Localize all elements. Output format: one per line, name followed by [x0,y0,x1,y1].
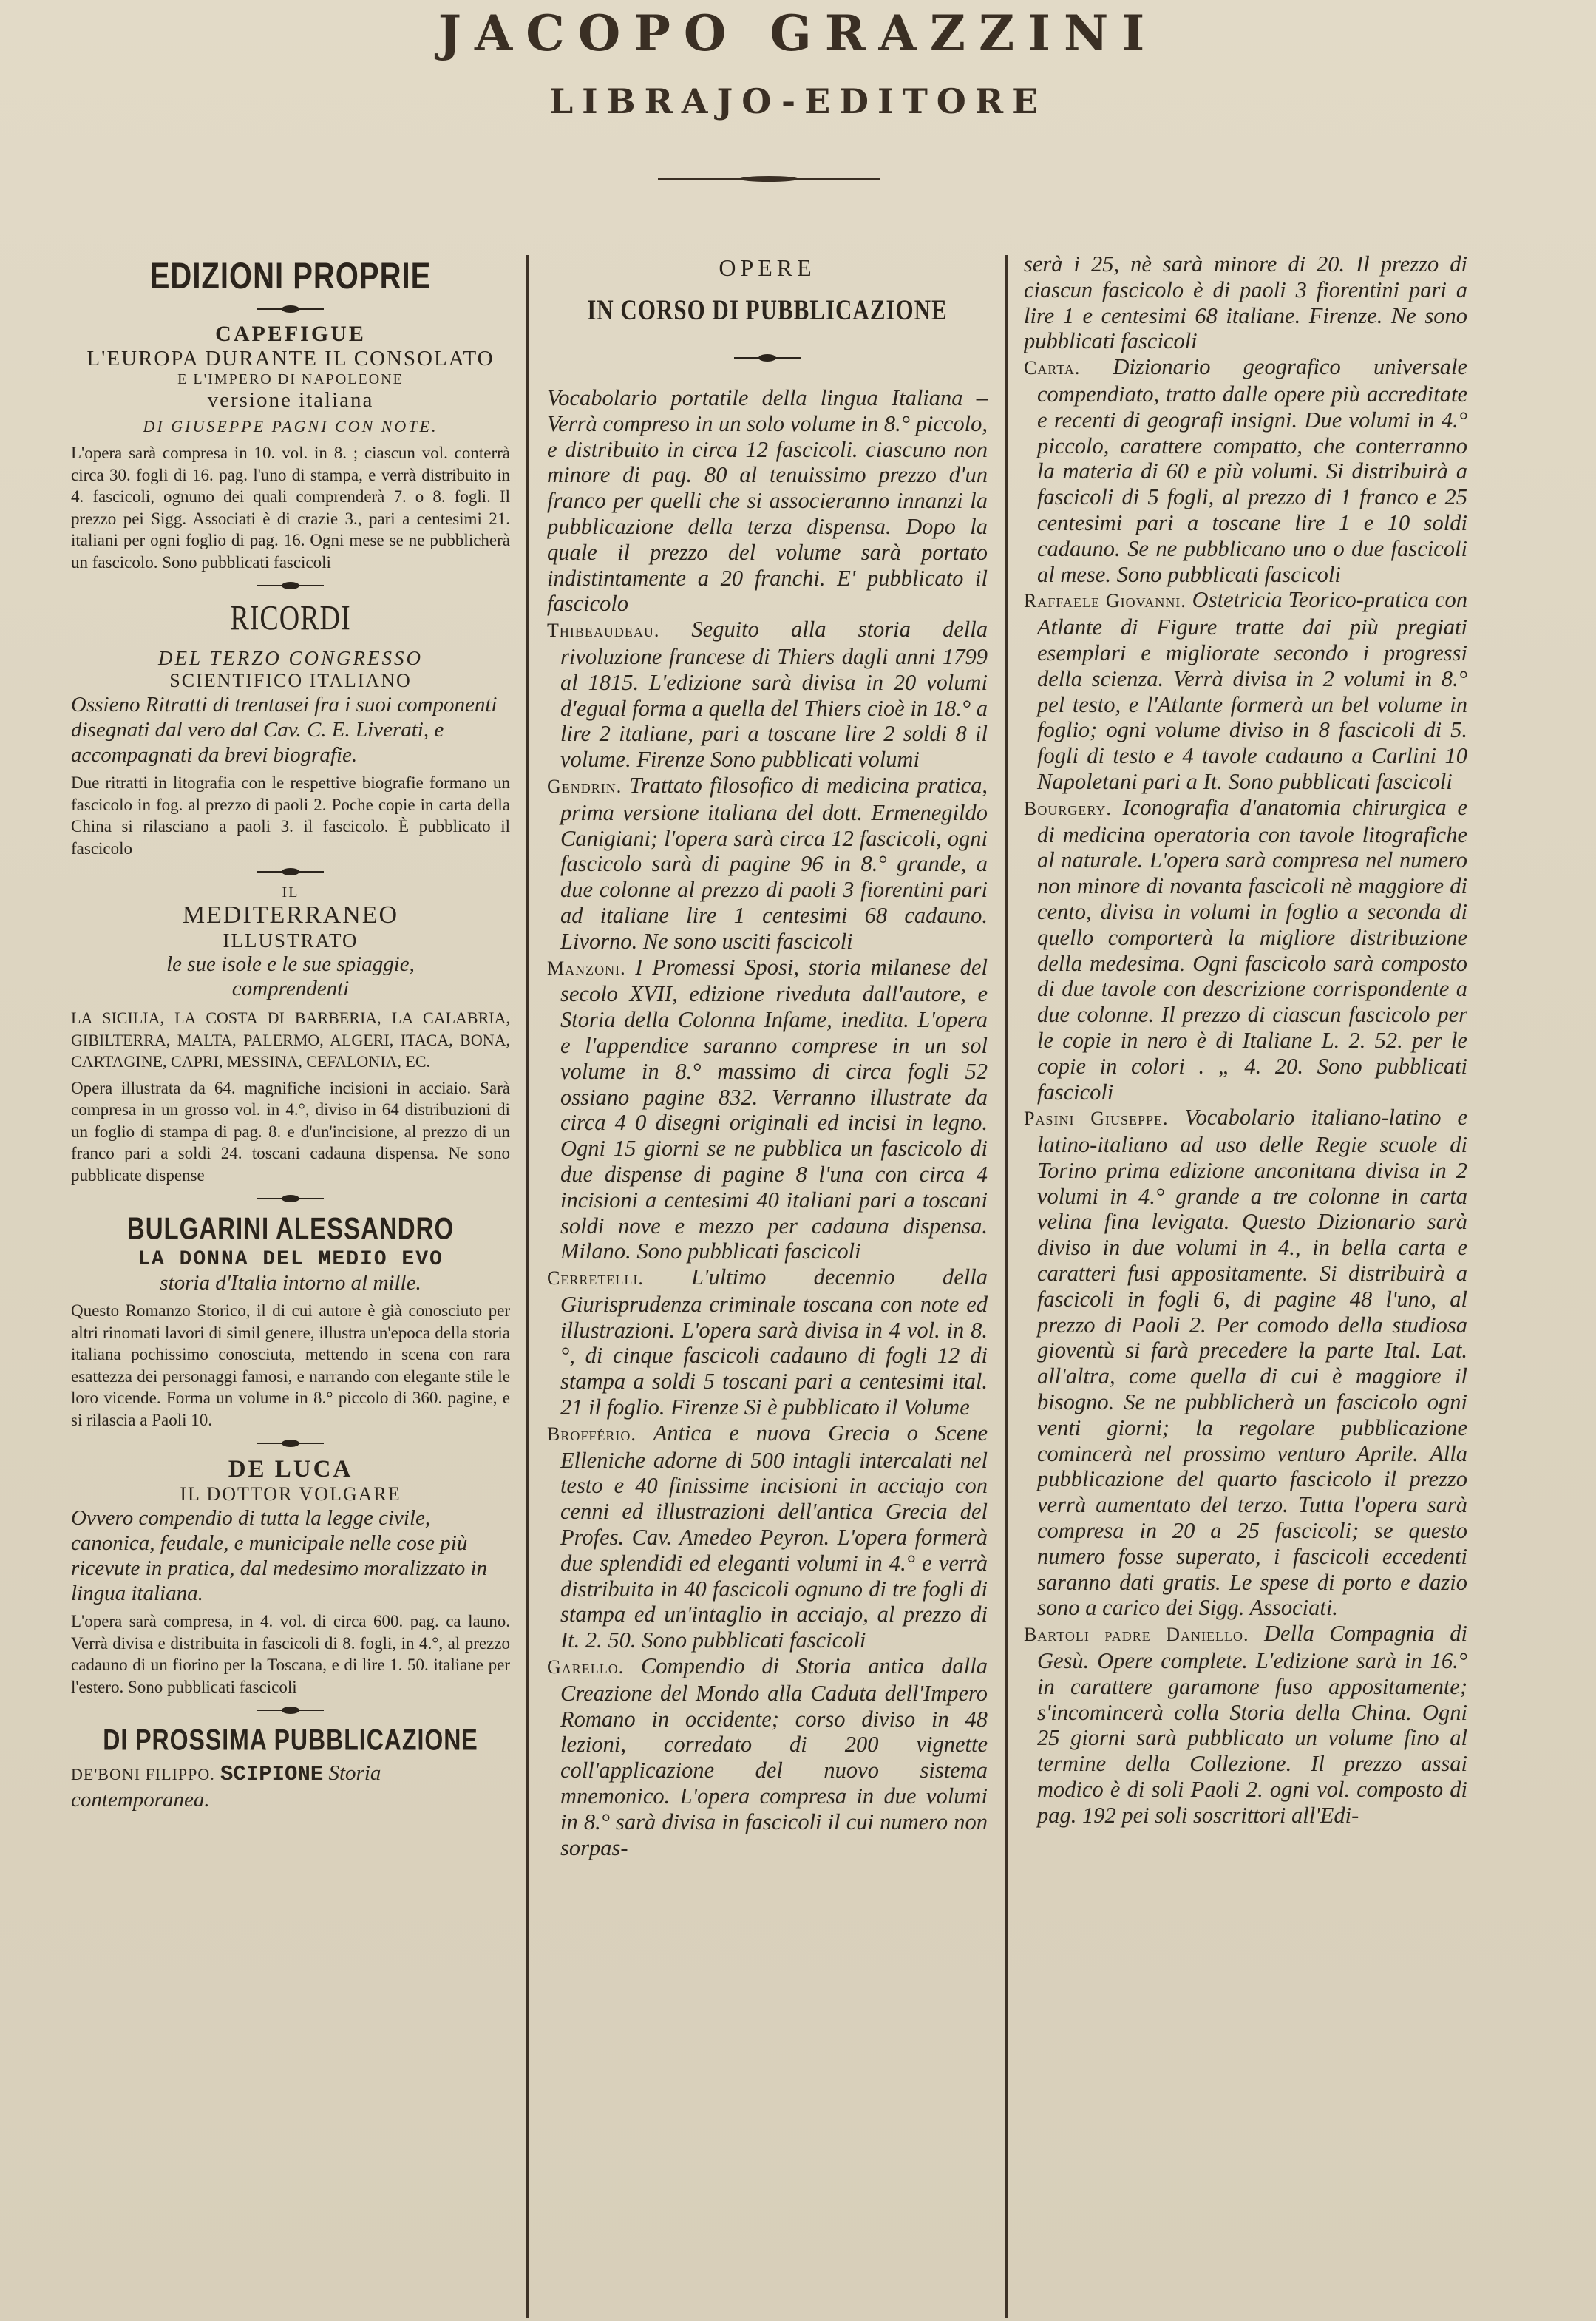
opera-description: serà i 25, nè sarà minore di 20. Il prezzo di ciascun fascicolo è di paoli 3 fiorentini pari a lire 1 e centesimi 68 italiane. Firenze. Ne sono pubblicati fascicoli [1024,251,1467,354]
prossima-entry [71,1761,510,1812]
opera-author: Bourgery. [1024,797,1123,819]
ornament-divider [257,304,324,314]
opera-entry [547,773,988,955]
ricordi-line1: DEL TERZO CONGRESSO [157,647,424,669]
opera-description: Della Compagnia di Gesù. Opere complete. L'edizione sarà in 16.° in carattere garamone fuso appositamente; s'incomincerà colla Storia della China. Ogni 25 giorni sarà pubblicato un volume fino al termine della Collezione. Il prezzo assai modico è di soli Paoli 2. ogni vol. composto di pag. 192 pei soli soscrittori all'Edi- [1037,1621,1467,1828]
ricordi-title: RICORDI [230,599,351,638]
opere-entries [547,385,988,1860]
ricordi-subtitle: Ossieno Ritratti di trentasei fra i suoi componenti disegnati dal vero dal Cav. C. E. Liverati, e accompagnati da brevi biografie. [71,693,498,767]
opera-description: Dizionario geografico universale compendiato, tratto dalle opere più accreditate e recenti di geografi insigni. Due volumi in 4.° piccolo, carattere compatto, che conterranno la materia di 60 e più volumi. Si distribuirà a fascicoli di 5 fogli, al prezzo di 1 franco e 25 centesimi pari a toscane lire 1 e 10 soldi cadauno. Se ne pubblicano uno o due fascicoli al mese. Sono pubblicati fascicoli [1037,354,1467,587]
mediterraneo-body: Opera illustrata da 64. magnifiche incisioni in acciaio. Sarà compresa in un grosso vol. in 4.°, diviso in 64 distribuzioni di un foglio di stampa di pag. 8. e d'un'incisione, al prezzo di un franco pari a soldi 24. toscani cadauna dispensa. Ne sono pubblicate dispense [71,1078,510,1185]
opera-entry [1024,587,1467,794]
opere-subtitle: IN CORSO DI PUBBLICAZIONE [587,294,948,326]
ornament-divider [257,1193,324,1204]
ornament-divider [257,867,324,877]
opera-entry [1024,795,1467,1105]
opera-author: Broffério. [547,1423,653,1445]
column-opere-in-corso [547,251,988,2318]
opera-entry [547,385,988,617]
opera-author: Cerretelli. [547,1267,691,1290]
capefigue-title: L'EUROPA DURANTE IL CONSOLATO [86,347,495,370]
bulgarini-author: BULGARINI ALESSANDRO [126,1211,455,1246]
publisher-name: JACOPO GRAZZINI [438,4,1158,62]
opera-entry [547,617,988,773]
mediterraneo-illustrato: ILLUSTRATO [223,929,359,952]
mediterraneo-comprendenti: comprendenti [231,977,350,1000]
prossima-title: DI PROSSIMA PUBBLICAZIONE [103,1723,478,1756]
capefigue-title-3: versione italiana [207,388,374,412]
opera-author: Bartoli padre Daniello. [1024,1624,1264,1646]
ornament-divider [257,1438,324,1448]
opera-description: Trattato filosofico di medicina pratica, prima versione italiana del dott. Ermenegildo Canigiani; l'opera sarà circa 12 fascicoli, ogni fascicolo sarà di pagine 96 in 8.° grande, a due colonne al prezzo di paoli 3 fiorentini pari ad italiane lire 1 centesimi 68 cadauno. Livorno. Ne sono usciti fascicoli [560,772,988,954]
opera-description: Seguito alla storia della rivoluzione francese di Thiers dagli anni 1799 al 1815. L'edizione sarà divisa in 20 volumi d'egual forma a quella del Thiers cioè in 18.° a lire 2 italiane, pari a toscane lire 2 soldi 8 il volume. Firenze Sono pubblicati volumi [560,617,988,773]
opera-description: I Promessi Sposi, storia milanese del secolo XVII, edizione riveduta dall'autore, e Storia della Colonna Infame, inedita. L'opera e l'appendice saranno comprese in un sol volume in 8.° massimo di circa fogli 52 ossiano pagine 832. Verranno illustrate da circa 4 0 disegni originali ed incisi in legno. Ogni 15 giorni se ne pubblica un fascicolo di due dispense di pagine 8 l'una con circa 4 incisioni a centesimi 40 italiani pari a toscani soldi nove e mezzo per cadauna dispensa. Milano. Sono pubblicati fascicoli [560,954,988,1264]
deluca-body: L'opera sarà compresa, in 4. vol. di circa 600. pag. ca launo. Verrà divisa e distribuita in fascicoli di 8. fogli, in 4.°, al prezzo cadauno di un fiorino per la Toscana, e di lire 1. 50. italiane per l'estero. Sono pubblicati fascicoli [71,1612,510,1696]
opera-entry [547,1653,988,1860]
opera-description: Vocabolario portatile della lingua Italiana – Verrà compreso in un solo volume in 8.° piccolo, e distribuito in circa 12 fascicoli. ciascuno non minore di pag. 80 al tenuissimo prezzo d'un franco per quelli che si associeranno innanzi la pubblicazione della terza dispensa. Dopo la quale il prezzo del volume sarà portato indistintamente a 20 franchi. E' pubblicato il fascicolo [547,385,988,617]
ornament-divider [257,1705,324,1715]
opere-title: OPERE [719,254,816,281]
opera-entry [1024,354,1467,587]
mediterraneo-places: LA SICILIA, LA COSTA DI BARBERIA, LA CALABRIA, GIBILTERRA, MALTA, PALERMO, ALGERI, ITACA, BONA, CARTAGINE, CAPRI, MESSINA, CEFALONIA, EC. [71,1009,510,1071]
ornament-divider [257,580,324,591]
capefigue-translator: DI GIUSEPPE PAGNI CON NOTE. [143,417,438,436]
bulgarini-body: Questo Romanzo Storico, il di cui autore è già conosciuto per altri rinomati lavori di simil genere, illustra un'epoca della storia italiana pochissimo conosciuta, mettendo in scena con rara esattezza dei personaggi famosi, e narrando con elegante stile le loro vicende. Forma un volume in 8.° piccolo di 360. pagine, e si rilascia a Paoli 10. [71,1301,510,1429]
column-rule-2 [1005,255,1008,2318]
capefigue-title-2: E L'IMPERO DI NAPOLEONE [177,371,404,387]
opera-entry [1024,1621,1467,1828]
opera-author: Raffaele Giovanni. [1024,590,1192,612]
opera-entry [1024,1105,1467,1621]
opera-entry [547,1420,988,1653]
opera-description: Antica e nuova Grecia o Scene Elleniche adorne di 500 intagli intercalati nel testo e 40 finissime incisioni in acciajo con cenni ed illustrazioni dell'antica Grecia del Profes. Cav. Amedeo Peyron. L'opera formerà due splendidi ed eleganti volumi in 4.° e verrà distribuita in 40 fascicoli ognuno di tre fogli di stampa ed un'intaglio in acciajo, al prezzo di It. 2. 50. Sono pubblicati fascicoli [560,1420,988,1653]
column-rule-1 [526,255,529,2318]
opera-author: Manzoni. [547,957,636,979]
bulgarini-title: LA DONNA DEL MEDIO EVO [137,1248,444,1271]
column-edizioni-proprie [71,251,510,2318]
opera-description: Iconografia d'anatomia chirurgica e di medicina operatoria con tavole litografiche al naturale. L'opera sarà compresa nel numero non minore di novanta fascicoli nè maggiore di cento, divisa in volumi in foglio a seconda di quello comporterà la migliore distribuzione della medesima. Ogni fascicolo sarà composto di due tavole con descrizione corrispondente a due colonne. Il prezzo di ciascun fascicolo per le copie in nero è di Italiane L. 2. 52. per le copie in colori . „ 4. 20. Sono pubblicati fascicoli [1037,794,1467,1105]
column-opere-continued [1024,251,1467,2318]
deluca-subtitle: Ovvero compendio di tutta la legge civile, canonica, feudale, e municipale nelle cose più ricevute in pratica, dal medesimo moralizzato in lingua italiana. [71,1506,488,1605]
opera-author: Carta. [1024,357,1113,379]
publisher-subtitle: LIBRAJO-EDITORE [549,81,1047,121]
mediterraneo-isole: le sue isole e le sue spiaggie, [166,952,415,976]
prossima-author: DE'BONI FILIPPO. [71,1765,215,1783]
opera-author: Garello. [547,1656,641,1678]
opera-description: Compendio di Storia antica dalla Creazione del Mondo alla Caduta dell'Impero Romano in occidente; corso diviso in 48 lezioni, corredato di 200 vignette coll'applicazione del nuovo sistema mnemonico. L'opera compresa in due volumi in 8.° sarà divisa in fascicoli il cui numero non sorpas- [560,1653,988,1860]
prossima-rest: Storia contemporanea. [71,1761,381,1812]
prossima-work: SCIPIONE [220,1762,324,1786]
opera-description: L'ultimo decennio della Giurisprudenza criminale toscana con note ed illustrazioni. L'opera sarà divisa in 4 vol. in 8.°, di cinque fascicoli cadauno di fogli 12 di stampa a soldi 5 toscani pari a centesimi ital. 21 il foglio. Firenze Si è pubblicato il Volume [560,1264,988,1420]
opera-entry [547,955,988,1265]
opera-entry [547,1264,988,1420]
opera-entry [1024,251,1467,354]
opera-author: Gendrin. [547,775,630,797]
opera-description: Vocabolario italiano-latino e latino-italiano ad uso delle Regie scuole di Torino prima edizione anconitana divisa in 2 volumi in 4.° grande a tre colonne in carta velina fina levigata. Questo Dizionario sarà diviso in due volumi in 4., in bella carta e caratteri fusi appositamente. Si distribuirà a fascicoli in fogli 6, di pagine 48 l'uno, al prezzo di Paoli 2. Per comodo della studiosa gioventù si farà precedere la parte Ital. Lat. all'altra, come quella di cui è maggiore il bisogno. Se ne pubblicherà un fascicolo ogni venti giorni; la regolare pubblicazione comincerà nel prossimo venturo Aprile. Alla pubblicazione del quarto fascicolo il prezzo verrà aumentato del terzo. Tutta l'opera sarà compresa in 20 a 25 fascicoli; se questo numero fosse superato, i fascicoli eccedenti saranno dati gratis. Le spese di porto e dazio sono a carico dei Sigg. Associati. [1037,1105,1467,1621]
capefigue-author: CAPEFIGUE [215,322,366,346]
mediterraneo-title: MEDITERRANEO [182,901,399,929]
capefigue-body: L'opera sarà compresa in 10. vol. in 8. ; ciascun vol. conterrà circa 30. fogli di 16. pag. l'uno di stampa, e verrà distribuito in 4. fascicoli, ognuno dei quali comprenderà 7. o 8. fogli. Il prezzo pei Sigg. Associati è di crazie 3., pari a centesimi 21. italiani per ogni foglio di pag. 16. Ogni mese se ne pubblicherà un fascicolo. Sono pubblicati fascicoli [71,444,510,572]
mediterraneo-article: IL [282,884,299,901]
opere-entries-continued [1024,251,1467,1829]
ornament-divider [734,353,801,363]
ricordi-line2: SCIENTIFICO ITALIANO [169,670,412,691]
section-title-edizioni: EDIZIONI PROPRIE [149,256,432,297]
opera-description: Ostetricia Teorico-pratica con Atlante di Figure tratte dai più pregiati esemplari e migliorate secondo i progressi della scienza. Verrà divisa in 2 volumi in 8.° pel testo, e l'Atlante formerà un bel volume in foglio; ogni volume diviso in 8 fascicoli di 5. fogli di testo e 4 tavole cadauno a Carlini 10 Napoletani pari a It. Sono pubblicati fascicoli [1037,587,1467,794]
deluca-author: DE LUCA [228,1456,353,1483]
opera-author: Thibeaudeau. [547,620,692,642]
opera-author: Pasini Giuseppe. [1024,1108,1185,1130]
bulgarini-subtitle: storia d'Italia intorno al mille. [160,1271,421,1295]
deluca-title: IL DOTTOR VOLGARE [180,1483,401,1505]
ricordi-body: Due ritratti in litografia con le respettive biografie formano un fascicolo in fog. al prezzo di paoli 2. Poche copie in carta della China si rilasciano a paoli 3. il fascicolo. È pubblicato il fascicolo [71,773,510,858]
header-ornament-rule [658,172,880,186]
